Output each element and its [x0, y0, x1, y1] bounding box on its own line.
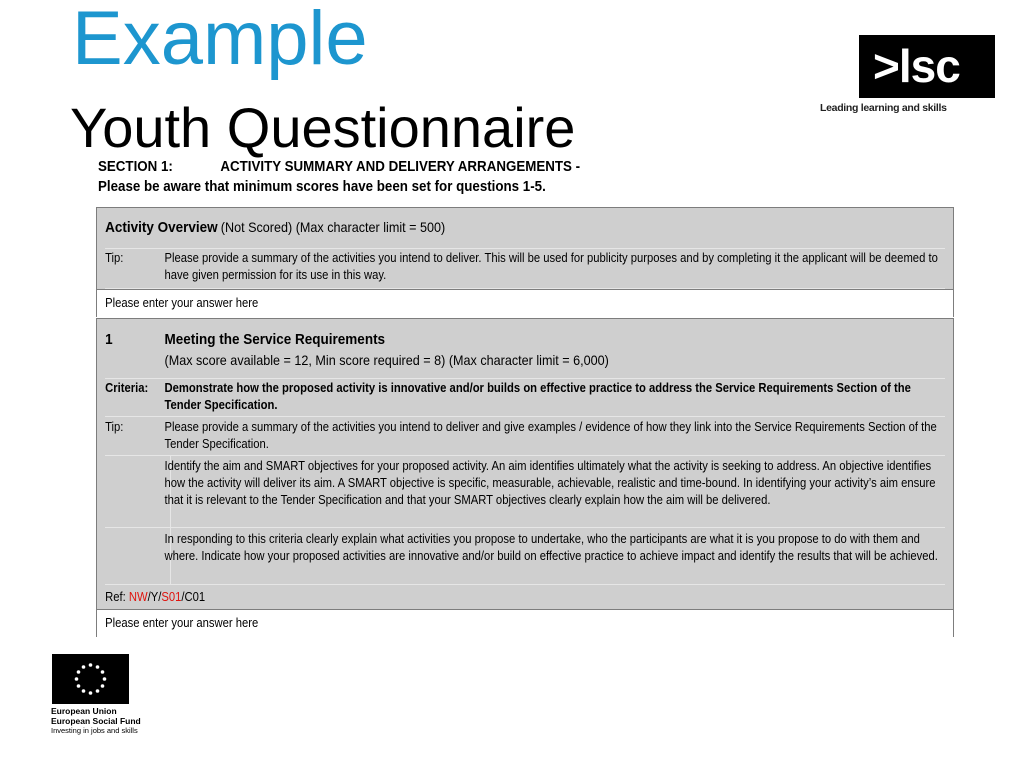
lsc-logo	[859, 35, 995, 98]
question-1-answer[interactable]	[97, 609, 953, 637]
eu-line-2: European Social Fund	[51, 716, 141, 726]
grid-line	[105, 455, 945, 456]
grid-line	[105, 248, 945, 249]
question-title: Meeting the Service Requirements	[164, 331, 386, 348]
ref-separator: /Y/	[147, 590, 162, 604]
lsc-tagline: Leading learning and skills	[820, 102, 947, 114]
section-title: ACTIVITY SUMMARY AND DELIVERY ARRANGEMENTS -	[220, 159, 581, 175]
ref-suffix: /C01	[181, 590, 206, 604]
tip-paragraph-3: In responding to this criteria clearly explain what activities you propose to undertake, who the participants are what it is you propose to do with them and where. Indicate how your proposed activities are innovative and/or build on effective practice to achieve impact and identify the results that will be achieved.	[164, 532, 938, 563]
activity-overview-note: (Not Scored) (Max character limit = 500)	[220, 219, 446, 235]
section-label: SECTION 1:	[98, 159, 173, 175]
section-heading	[98, 157, 613, 197]
grid-line	[105, 378, 945, 379]
slide-subtitle: Youth Questionnaire	[70, 96, 576, 159]
activity-overview-title: Activity Overview	[105, 219, 218, 236]
section-note: Please be aware that minimum scores have been set for questions 1-5.	[98, 179, 546, 195]
eu-stars-icon	[52, 654, 129, 704]
eu-line-3: Investing in jobs and skills	[51, 726, 138, 735]
criteria-label: Criteria:	[105, 381, 149, 395]
question-number: 1	[105, 331, 113, 348]
grid-line	[105, 416, 945, 417]
slide-title: Example	[72, 0, 368, 81]
tip-paragraph-2: Identify the aim and SMART objectives for your proposed activity. An aim identifies ultimately what the activity is seeking to address. An objective identifies how the activity will deliver its aim. A SMART objective is specific, measurable, achievable, realistic and time-bound. In identifying your activity’s aim ensure that it is relevant to the Tender Specification and that your SMART objectives clearly explain how the aim will be delivered.	[164, 459, 936, 507]
ref-region: NW	[128, 590, 148, 604]
answer-placeholder: Please enter your answer here	[105, 296, 259, 310]
criteria-text: Demonstrate how the proposed activity is innovative and/or builds on effective practice to address the Service Requirements Section of the Tender Specification.	[164, 381, 911, 412]
grid-line	[105, 527, 945, 528]
grid-line	[105, 584, 945, 585]
tip-text: Please provide a summary of the activities you intend to deliver. This will be used for publicity purposes and by completing it the applicant will be deemed to have given permission for its use in this way.	[164, 251, 938, 282]
question-scoring: (Max score available = 12, Min score required = 8) (Max character limit = 6,000)	[164, 352, 609, 368]
tip-label: Tip:	[105, 251, 124, 265]
eu-flag-logo	[52, 654, 129, 704]
lsc-logo-mark: >lsc	[873, 40, 960, 92]
eu-logo-text	[51, 706, 141, 736]
tip-label: Tip:	[105, 420, 124, 434]
activity-overview-panel	[96, 207, 954, 317]
ref-prefix: Ref:	[105, 590, 129, 604]
eu-line-1: European Union	[51, 706, 117, 716]
answer-placeholder: Please enter your answer here	[105, 616, 259, 630]
tip-paragraph-1: Please provide a summary of the activities you intend to deliver and give examples / evidence of how they link into the Service Requirements Section of the Tender Specification.	[164, 420, 937, 451]
ref-section: S01	[161, 590, 182, 604]
activity-overview-answer[interactable]	[97, 289, 953, 318]
reference-code	[105, 589, 205, 606]
question-1-panel	[96, 318, 954, 637]
